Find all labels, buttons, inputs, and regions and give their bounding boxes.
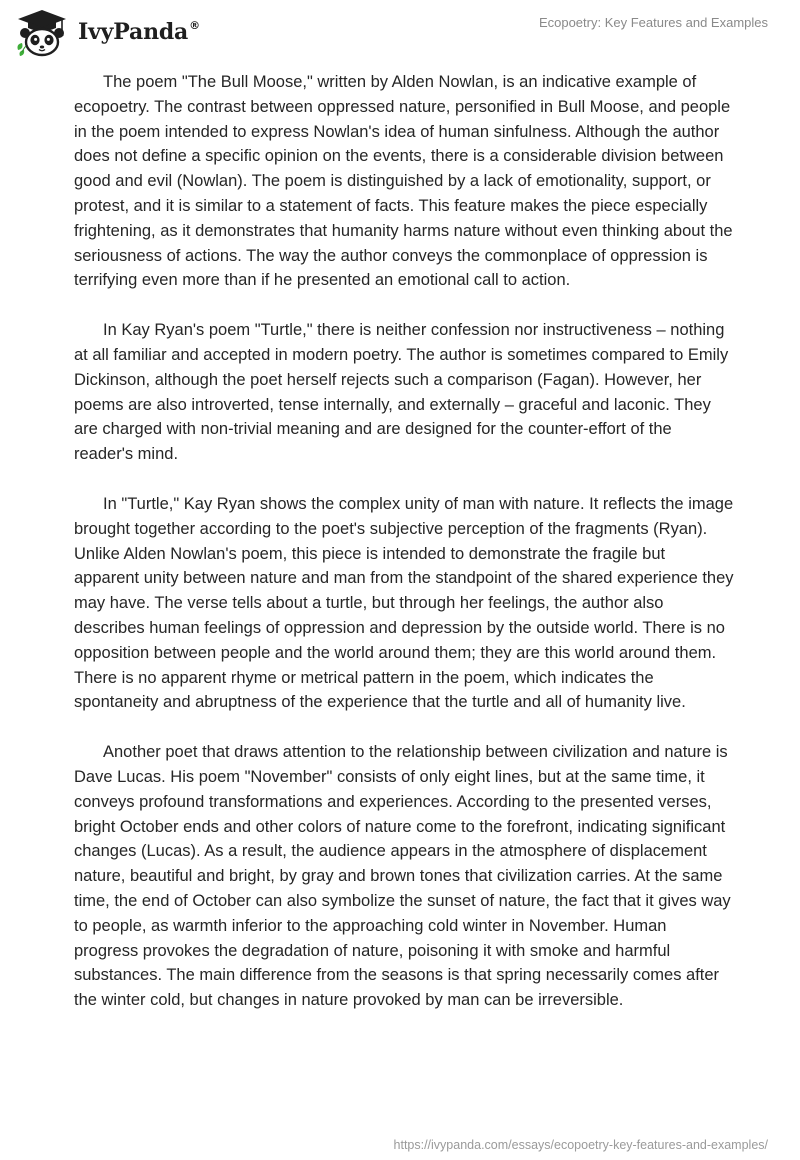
- essay-body: [74, 70, 734, 1038]
- brand-wordmark: IvyPanda: [78, 19, 189, 45]
- source-url[interactable]: https://ivypanda.com/essays/ecopoetry-key-features-and-examples/: [393, 1138, 768, 1152]
- paragraph: The poem "The Bull Moose," written by Alden Nowlan, is an indicative example of ecopoetry. The contrast between oppressed nature, personified in Bull Moose, and people in the poem intended to express Nowlan's idea of human sinfulness. Although the author does not define a specific opinion on the events, there is a considerable division between good and evil (Nowlan). The poem is distinguished by a lack of emotionality, support, or protest, and it is similar to a statement of facts. This feature makes the piece especially frightening, as it demonstrates that humanity harms nature without even thinking about the seriousness of actions. The way the author conveys the commonplace of oppression is terrifying even more than if he presented an emotional call to action.: [74, 73, 733, 290]
- brand-name: [78, 19, 200, 45]
- page-header: [0, 0, 800, 64]
- registered-mark: ®: [189, 18, 200, 32]
- paragraph: Another poet that draws attention to the relationship between civilization and nature is Dave Lucas. His poem "November" consists of only eight lines, but at the same time, it conveys profound transformations and experiences. According to the presented verses, bright October ends and other colors of nature come to the forefront, indicating significant changes (Lucas). As a result, the audience appears in the atmosphere of displacement nature, beautiful and bright, by gray and brown tones that civilization carries. At the same time, the end of October can also symbolize the sunset of nature, the fact that it gives way to people, as warmth inferior to the approaching cold winter in November. Human progress provokes the degradation of nature, poisoning it with smoke and harmful substances. The main difference from the seasons is that spring necessarily comes after the winter cold, but changes in nature provoked by man can be irreversible.: [74, 743, 731, 1010]
- paragraph: In "Turtle," Kay Ryan shows the complex unity of man with nature. It reflects the image brought together according to the poet's subjective perception of the fragments (Ryan). Unlike Alden Nowlan's poem, this piece is intended to demonstrate the fragile but apparent unity between nature and man from the standpoint of the shared experience they may have. The verse tells about a turtle, but through her feelings, the author also describes human feelings of oppression and depression by the outside world. There is no opposition between people and the world around them; they are this world around them. There is no apparent rhyme or metrical pattern in the poem, which indicates the spontaneity and abruptness of the experience that the turtle and all of humanity live.: [74, 494, 734, 712]
- panda-graduate-logo-icon: [14, 8, 70, 58]
- paragraph: In Kay Ryan's poem "Turtle," there is neither confession nor instructiveness – nothing at all familiar and accepted in modern poetry. The author is sometimes compared to Emily Dickinson, although the poet herself rejects such a comparison (Fagan). However, her poems are also introverted, tense internally, and externally – graceful and laconic. They are charged with non-trivial meaning and are designed for the counter-effort of the reader's mind.: [74, 321, 729, 464]
- ivypanda-logo[interactable]: [14, 8, 200, 58]
- document-title: Ecopoetry: Key Features and Examples: [538, 15, 768, 30]
